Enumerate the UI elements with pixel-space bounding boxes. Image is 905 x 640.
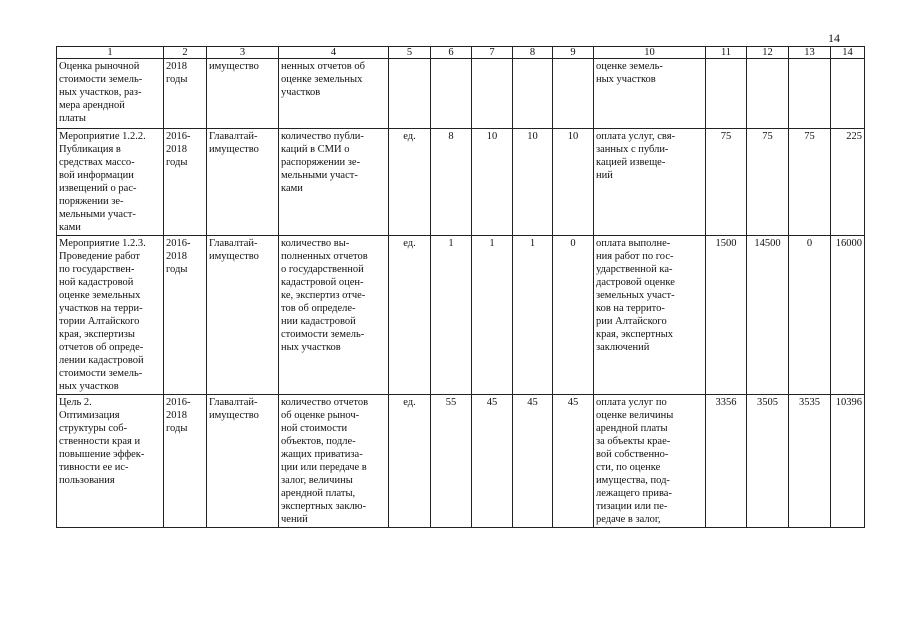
value-cell: 45 — [513, 395, 553, 528]
value-cell: 10 — [472, 129, 513, 236]
column-number: 1 — [57, 47, 164, 59]
page-number: 14 — [828, 31, 840, 45]
period-cell: 2016- 2018 годы — [164, 395, 207, 528]
unit-cell — [389, 59, 431, 129]
value-cell: 0 — [553, 236, 594, 395]
period-cell: 2016- 2018 годы — [164, 129, 207, 236]
executor-cell: Главалтай- имущество — [207, 129, 279, 236]
amount-cell: 3535 — [789, 395, 831, 528]
total-cell: 225 — [831, 129, 865, 236]
value-cell: 8 — [431, 129, 472, 236]
column-number: 7 — [472, 47, 513, 59]
total-cell: 16000 — [831, 236, 865, 395]
column-number: 3 — [207, 47, 279, 59]
value-cell: 1 — [513, 236, 553, 395]
table-row — [57, 129, 865, 236]
activity-name-cell: Мероприятие 1.2.3. Проведение работ по государствен- ной кадастровой оценке земельных участков на терри- тории Алтайского края, экспертизы отчетов об опреде- лении кадастровой стоимости земель- ных участков — [57, 236, 164, 395]
executor-cell: Главалтай- имущество — [207, 395, 279, 528]
column-number: 12 — [747, 47, 789, 59]
amount-cell — [747, 59, 789, 129]
value-cell: 1 — [431, 236, 472, 395]
amount-cell: 75 — [747, 129, 789, 236]
indicator-cell: количество публи- каций в СМИ о распоряжении зе- мельными участ- ками — [279, 129, 389, 236]
activity-name-cell: Оценка рыночной стоимости земель- ных участков, раз- мера арендной платы — [57, 59, 164, 129]
value-cell: 1 — [472, 236, 513, 395]
program-table — [56, 46, 865, 528]
amount-cell: 3356 — [706, 395, 747, 528]
amount-cell: 14500 — [747, 236, 789, 395]
value-cell — [472, 59, 513, 129]
period-cell: 2016- 2018 годы — [164, 236, 207, 395]
amount-cell: 75 — [706, 129, 747, 236]
amount-cell: 0 — [789, 236, 831, 395]
activity-name-cell: Мероприятие 1.2.2. Публикация в средствах массо- вой информации извещений о рас- поряжении зе- мельными участ- ками — [57, 129, 164, 236]
column-number: 6 — [431, 47, 472, 59]
period-cell: 2018 годы — [164, 59, 207, 129]
activity-name-cell: Цель 2. Оптимизация структуры соб- ственности края и повышение эффек- тивности ее ис- пользования — [57, 395, 164, 528]
expense-description-cell: оплата выполне- ния работ по гос- ударственной ка- дастровой оценке земельных участ- ков на террито- рии Алтайского края, экспертных заключений — [594, 236, 706, 395]
column-number: 8 — [513, 47, 553, 59]
table-row — [57, 395, 865, 528]
column-number: 2 — [164, 47, 207, 59]
value-cell: 55 — [431, 395, 472, 528]
table-row — [57, 236, 865, 395]
executor-cell: Главалтай- имущество — [207, 236, 279, 395]
amount-cell — [706, 59, 747, 129]
indicator-cell: количество отчетов об оценке рыноч- ной стоимости объектов, подле- жащих приватиза- ции или передаче в залог, величины арендной платы, экспертных заклю- чений — [279, 395, 389, 528]
value-cell: 45 — [472, 395, 513, 528]
amount-cell: 3505 — [747, 395, 789, 528]
column-number: 4 — [279, 47, 389, 59]
total-cell — [831, 59, 865, 129]
unit-cell: ед. — [389, 129, 431, 236]
expense-description-cell: оплата услуг, свя- занных с публи- кацией извеще- ний — [594, 129, 706, 236]
executor-cell: имущество — [207, 59, 279, 129]
indicator-cell: количество вы- полненных отчетов о государственной кадастровой оцен- ке, экспертиз отче- тов об определе- нии кадастровой стоимости земель- ных участков — [279, 236, 389, 395]
indicator-cell: ненных отчетов об оценке земельных участков — [279, 59, 389, 129]
amount-cell: 75 — [789, 129, 831, 236]
amount-cell — [789, 59, 831, 129]
value-cell: 45 — [553, 395, 594, 528]
table-row — [57, 59, 865, 129]
amount-cell: 1500 — [706, 236, 747, 395]
column-number: 9 — [553, 47, 594, 59]
column-number: 14 — [831, 47, 865, 59]
value-cell: 10 — [553, 129, 594, 236]
expense-description-cell: оценке земель- ных участков — [594, 59, 706, 129]
column-number: 13 — [789, 47, 831, 59]
unit-cell: ед. — [389, 236, 431, 395]
value-cell — [553, 59, 594, 129]
expense-description-cell: оплата услуг по оценке величины арендной платы за объекты крае- вой собственно- сти, по оценке имущества, под- лежащего прива- тизации или пе- редаче в залог, — [594, 395, 706, 528]
column-number: 5 — [389, 47, 431, 59]
total-cell: 10396 — [831, 395, 865, 528]
value-cell — [513, 59, 553, 129]
column-number: 10 — [594, 47, 706, 59]
unit-cell: ед. — [389, 395, 431, 528]
value-cell: 10 — [513, 129, 553, 236]
value-cell — [431, 59, 472, 129]
column-number-row — [57, 47, 865, 59]
column-number: 11 — [706, 47, 747, 59]
